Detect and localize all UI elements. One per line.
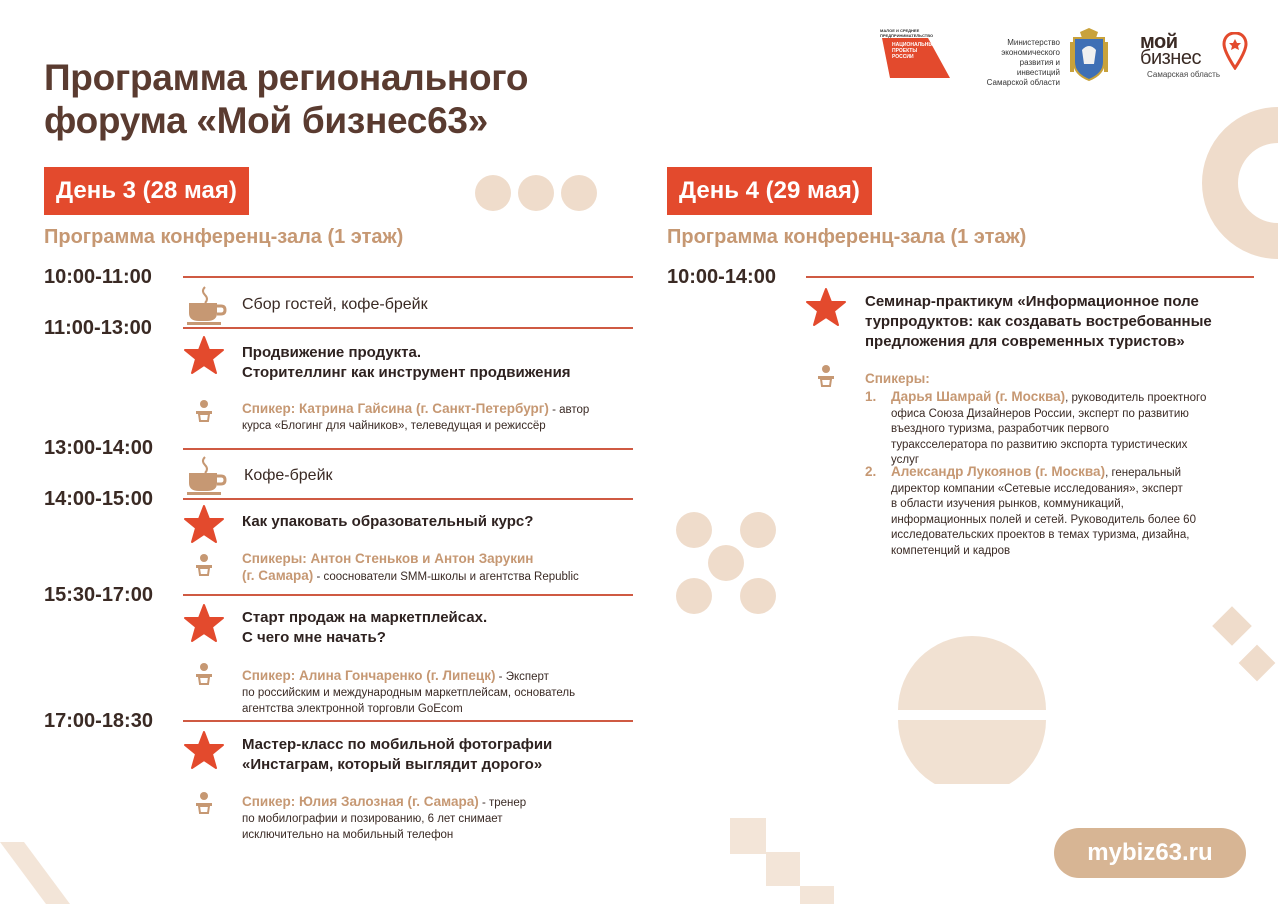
speaker-name: Спикеры: Антон Стеньков и Антон Зарукин	[242, 551, 534, 566]
speaker-name: Дарья Шамрай (г. Москва)	[891, 389, 1066, 404]
star-icon	[183, 505, 225, 545]
speaker-desc: - автор	[548, 404, 590, 416]
list-number: 1.	[865, 389, 877, 404]
day4-badge: День 4 (29 мая)	[667, 167, 872, 215]
speaker-desc: - сооснователи SMM-школы и агентства Republic	[313, 571, 579, 583]
star-icon	[183, 336, 225, 376]
divider	[183, 448, 633, 450]
speaker-icon	[192, 791, 216, 815]
day3-slot2-time: 11:00-13:00	[44, 317, 152, 339]
speaker-desc: - Эксперт	[495, 671, 549, 683]
page-title-line2: форума «Мой бизнес63»	[44, 100, 488, 141]
speaker-icon	[192, 553, 216, 577]
page-title-line1: Программа регионального	[44, 57, 529, 98]
speaker-name: (г. Самара)	[242, 568, 314, 583]
day3-slot2-speaker	[242, 401, 589, 434]
speaker-name: Спикер: Алина Гончаренко (г. Липецк)	[242, 668, 496, 683]
page-title	[44, 56, 604, 142]
day4-subhead: Программа конференц-зала (1 этаж)	[667, 226, 1027, 248]
speaker-icon	[814, 364, 838, 388]
decor-diamonds	[1204, 606, 1278, 686]
speaker-name: Спикер: Катрина Гайсина (г. Санкт-Петербург)	[242, 401, 549, 416]
ministry-line4: Самарской области	[986, 78, 1060, 87]
day3-slot6-speaker	[242, 794, 526, 843]
national-projects-top-text: МАЛОЕ И СРЕДНЕЕ ПРЕДПРИНИМАТЕЛЬСТВО	[880, 28, 934, 38]
list-number: 2.	[865, 464, 877, 479]
day4-time: 10:00-14:00	[667, 266, 776, 288]
decor-half-circle	[898, 636, 1046, 784]
day4-title-line1: Семинар-практикум «Информационное поле	[865, 293, 1199, 310]
day3-slot6-title-line1: Мастер-класс по мобильной фотографии	[242, 736, 553, 753]
speaker-desc: по российским и международным маркетплейсам, основатель	[242, 687, 576, 699]
decor-ring	[1188, 103, 1278, 263]
day3-slot4-title-line1: Как упаковать образовательный курс?	[242, 513, 534, 530]
day3-slot2-title	[242, 343, 571, 383]
star-icon	[183, 604, 225, 644]
speaker-desc: тураксселератора по развитию экспорта туристических	[891, 438, 1188, 451]
divider	[183, 327, 633, 329]
national-projects-text: НАЦИОНАЛЬНЫЕ ПРОЕКТЫ РОССИИ	[892, 42, 937, 60]
divider	[183, 498, 633, 500]
speaker-desc: директор компании «Сетевые исследования», эксперт	[891, 482, 1183, 495]
day4-title-line3: предложения для современных туристов»	[865, 333, 1185, 350]
speaker-desc: - тренер	[478, 797, 527, 809]
ministry-line2: экономического	[1001, 48, 1060, 57]
day3-slot5-title	[242, 608, 487, 648]
divider	[806, 276, 1254, 278]
moy-biznes-region: Самарская область	[1147, 70, 1221, 79]
speaker-desc: услуг	[891, 454, 920, 466]
day3-slot6-time: 17:00-18:30	[44, 710, 153, 732]
ministry-line1: Министерство	[1007, 38, 1060, 47]
speaker-desc: , генеральный	[1105, 467, 1182, 479]
day3-slot2-title-line1: Продвижение продукта.	[242, 344, 422, 361]
speaker-desc: , руководитель проектного	[1065, 392, 1207, 404]
speaker-desc: исследовательских проектов в темах туризма, дизайна,	[891, 529, 1190, 541]
day4-title	[865, 292, 1212, 352]
day3-slot5-title-line2: С чего мне начать?	[242, 629, 386, 646]
day3-slot5-title-line1: Старт продаж на маркетплейсах.	[242, 609, 488, 626]
day3-slot5-speaker	[242, 668, 575, 717]
speaker-name: Александр Лукоянов (г. Москва)	[891, 464, 1106, 479]
website-link[interactable]: mybiz63.ru	[1054, 828, 1246, 878]
speaker-desc: въездного туризма, разработчик первого	[891, 423, 1109, 435]
day4-speakers-label: Спикеры:	[865, 371, 930, 386]
speaker-desc: по мобилографии и позированию, 6 лет снимает	[242, 813, 503, 825]
day3-slot3-title: Кофе-брейк	[244, 467, 333, 484]
national-projects-logo	[878, 28, 950, 78]
day3-slot4-speaker	[242, 551, 579, 585]
location-pin-icon	[1222, 32, 1248, 70]
ministry-logo-text	[978, 38, 1060, 88]
day3-slot5-time: 15:30-17:00	[44, 584, 153, 606]
day3-slot4-time: 14:00-15:00	[44, 488, 153, 510]
speaker-desc: курса «Блогинг для чайников», телеведущая и режиссёр	[242, 420, 546, 432]
speaker-desc: исключительно на мобильный телефон	[242, 829, 454, 841]
coffee-cup-icon	[185, 455, 227, 495]
speaker-icon	[192, 662, 216, 686]
divider	[183, 276, 633, 278]
moy-biznes-word1: мой	[1140, 31, 1178, 53]
moy-biznes-word2: бизнес	[1140, 47, 1201, 69]
partner-logos	[878, 26, 1258, 86]
speaker-desc: офиса Союза Дизайнеров России, эксперт по развитию	[891, 407, 1189, 420]
star-icon	[805, 288, 847, 328]
day3-slot6-title-line2: «Инстаграм, который выглядит дорого»	[242, 756, 543, 773]
day3-subhead: Программа конференц-зала (1 этаж)	[44, 226, 404, 248]
speaker-name: Спикер: Юлия Залозная (г. Самара)	[242, 794, 479, 809]
ministry-line3: развития и инвестиций	[1016, 58, 1060, 77]
day3-slot6-title	[242, 735, 552, 775]
coffee-cup-icon	[185, 285, 227, 325]
day3-slot3-time: 13:00-14:00	[44, 437, 153, 459]
day3-badge: День 3 (28 мая)	[44, 167, 249, 215]
divider	[183, 720, 633, 722]
divider	[183, 594, 633, 596]
coat-of-arms-icon	[1068, 28, 1110, 82]
speaker-desc: в области изучения рынков, коммуникаций,	[891, 498, 1124, 510]
speaker-desc: агентства электронной торговли GoEcom	[242, 703, 463, 715]
decor-corner-stripe	[0, 842, 70, 904]
speaker-desc: компетенций и кадров	[891, 544, 1011, 557]
speaker-icon	[192, 399, 216, 423]
speaker-desc: информационных полей и сетей. Руководитель более 60	[891, 513, 1196, 526]
day3-slot4-title	[242, 512, 533, 532]
day3-slot1-time: 10:00-11:00	[44, 266, 152, 288]
star-icon	[183, 731, 225, 771]
day3-slot2-title-line2: Сторителлинг как инструмент продвижения	[242, 364, 571, 381]
moy-biznes-logo	[1140, 32, 1250, 82]
day4-title-line2: турпродуктов: как создавать востребованные	[865, 313, 1212, 330]
day3-slot1-title: Сбор гостей, кофе-брейк	[242, 296, 428, 313]
